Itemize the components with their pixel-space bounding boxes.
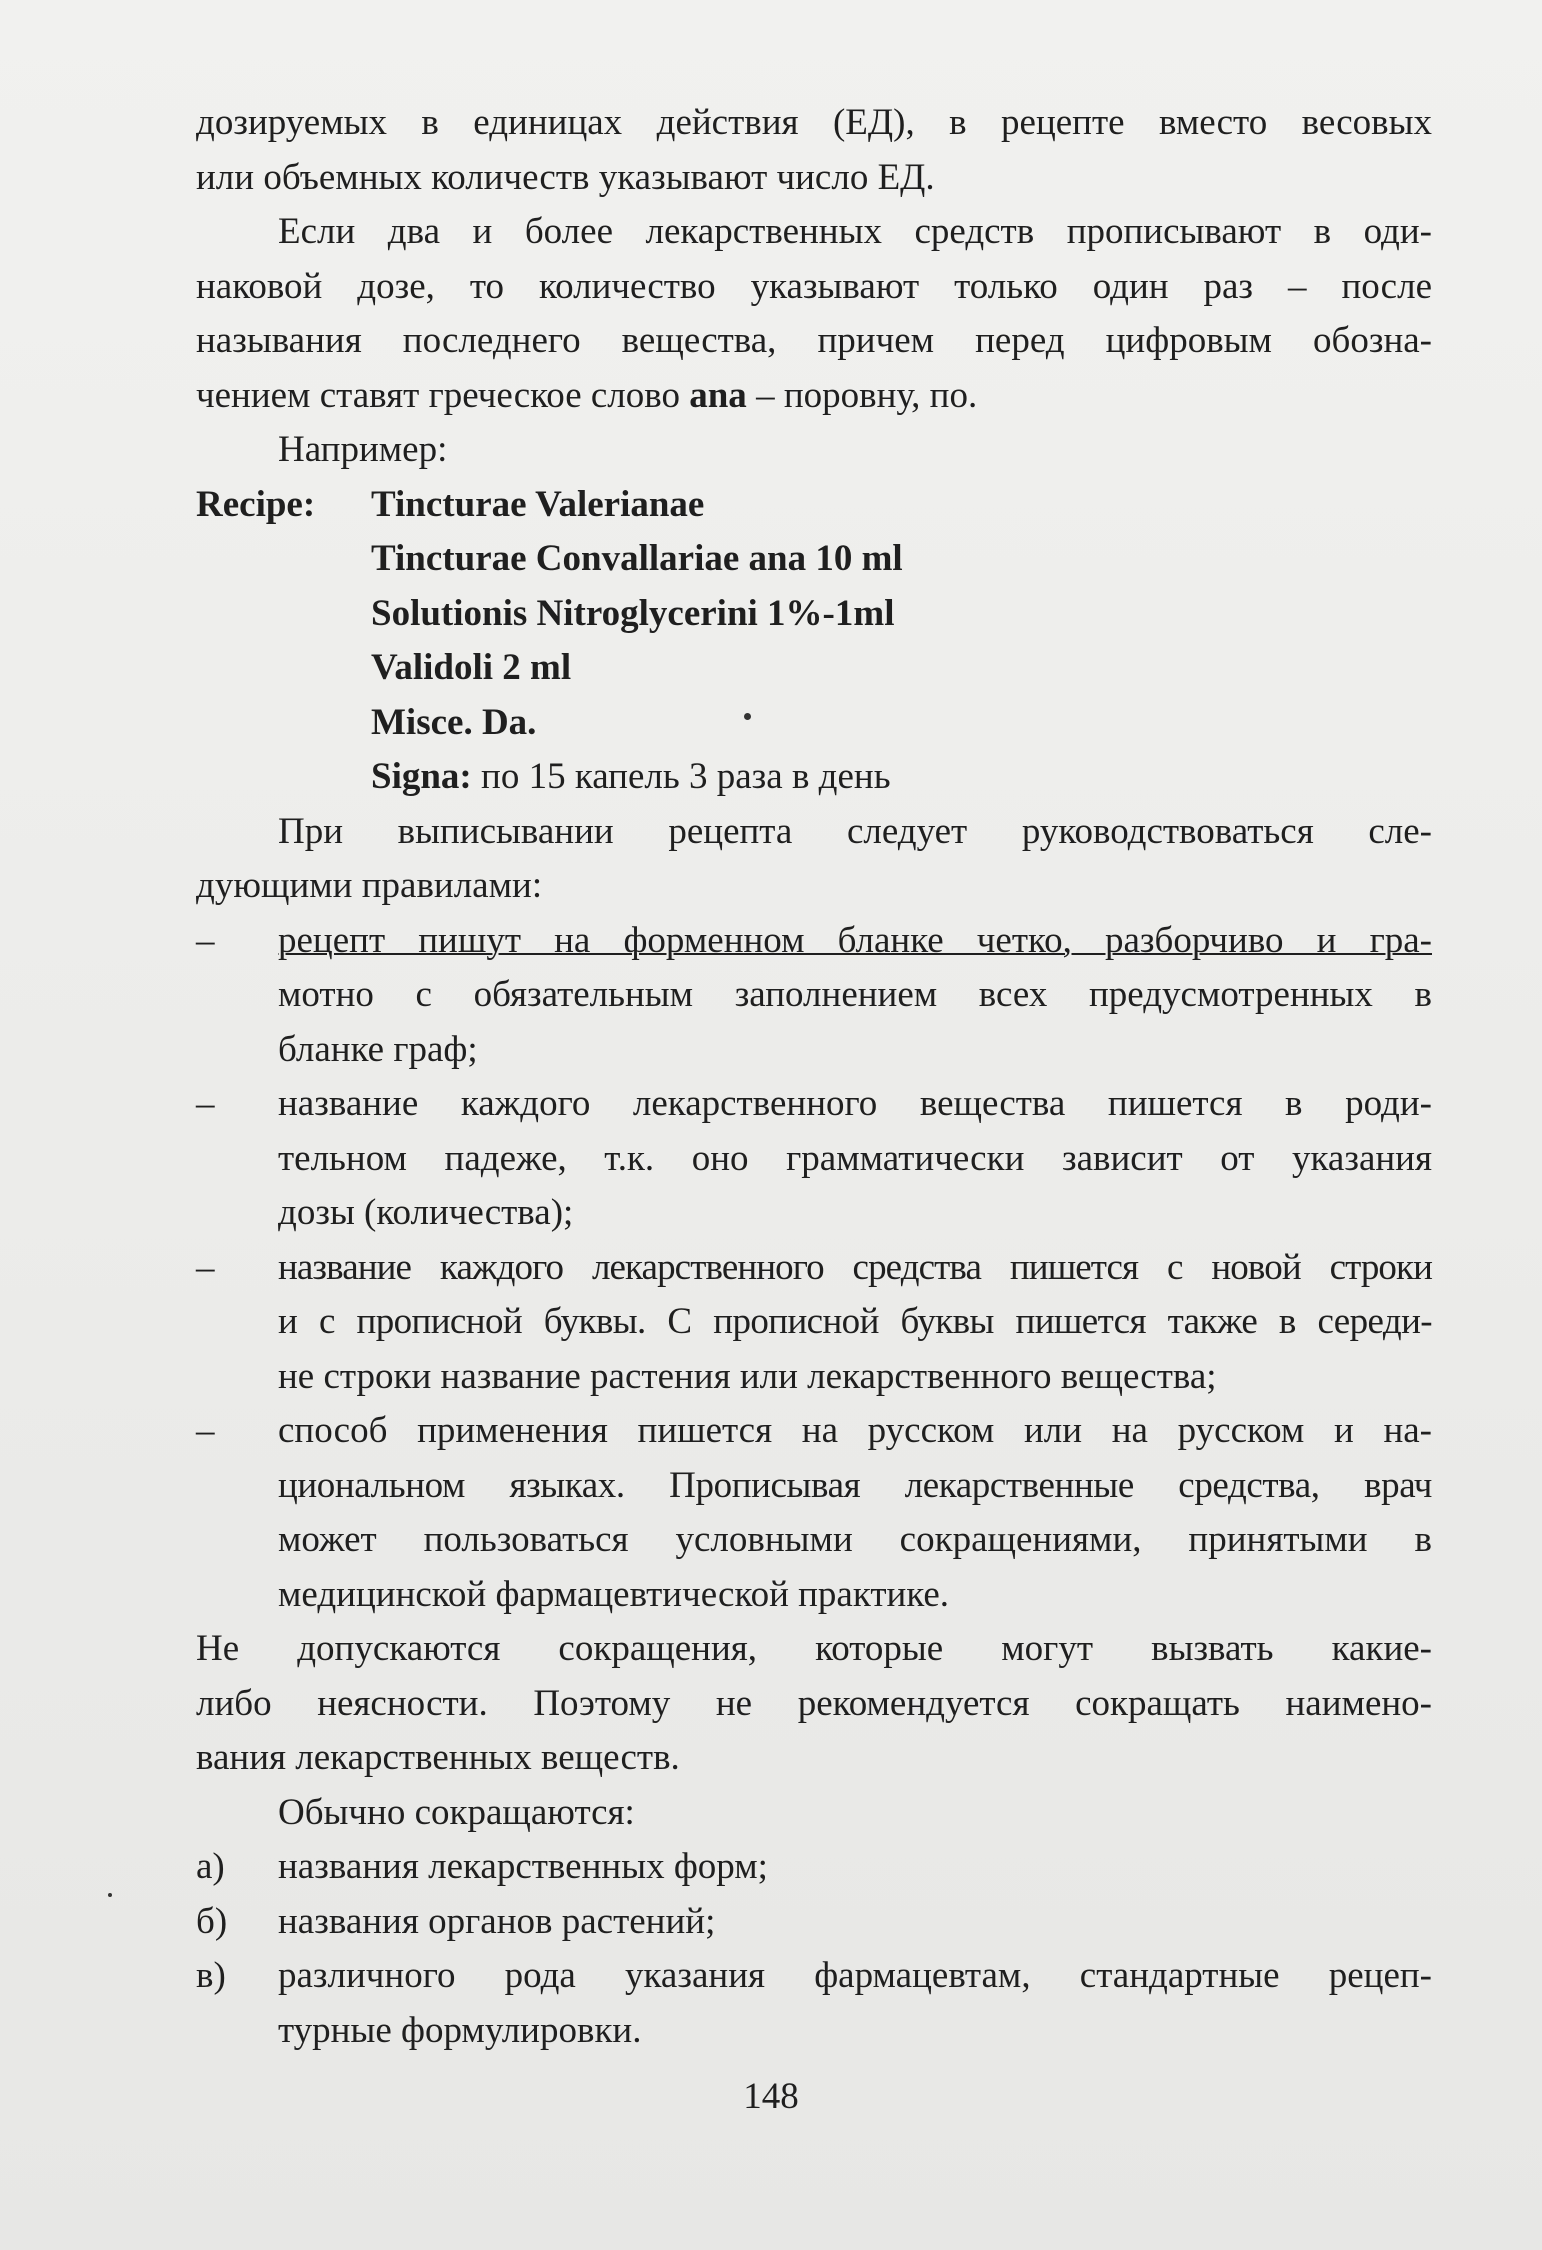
list-marker: в) — [196, 1955, 226, 1996]
recipe-signa — [196, 750, 1432, 805]
ink-speck — [108, 1893, 112, 1897]
rule-item — [196, 914, 1432, 1078]
text-line — [278, 914, 1432, 969]
text-line: Не допускаются сокращения, которые могут вызвать какие- — [196, 1628, 1432, 1669]
dash-marker: – — [196, 919, 215, 961]
text-line: тельном падеже, т.к. оно грамматически зависит от указания — [278, 1137, 1432, 1179]
body-text — [196, 96, 1432, 2058]
recipe-line: Tincturae Convallariae ana 10 ml — [371, 538, 903, 579]
text-line: вания лекарственных веществ. — [196, 1737, 680, 1778]
recipe-line: Validoli 2 ml — [371, 647, 572, 688]
text-line: мотно с обязательным заполнением всех предусмотренных в — [278, 974, 1432, 1015]
text-line: называния последнего вещества, причем перед цифровым обозна- — [196, 320, 1432, 361]
text-line: бланке граф; — [278, 1028, 478, 1070]
text-line: циональном языках. Прописывая лекарственные средства, врач — [278, 1464, 1432, 1506]
text-line: названия органов растений; — [278, 1900, 716, 1942]
text-line: название каждого лекарственного средства пишется с новой строки — [278, 1246, 1432, 1288]
text-line: названия лекарственных форм; — [278, 1846, 768, 1887]
abbrev-list-item — [196, 1949, 1432, 2058]
recipe-line: Solutionis Nitroglycerini 1%-1ml — [371, 592, 895, 634]
term-ana: ana — [689, 374, 747, 416]
text-fragment: чением ставят греческое слово — [196, 374, 690, 416]
signa-label: Signa: — [371, 756, 472, 797]
text-line: турные формулировки. — [278, 2009, 642, 2051]
recipe-label: Recipe: — [196, 483, 316, 525]
rule-item — [196, 1241, 1432, 1405]
dash-marker: – — [196, 1410, 215, 1451]
page-number: 148 — [743, 2076, 799, 2117]
text-line: название каждого лекарственного вещества пишется в роди- — [278, 1083, 1432, 1124]
text-line: дующими правилами: — [196, 865, 543, 906]
text-line: наковой дозе, то количество указывают только один раз – после — [196, 265, 1432, 307]
rule-item — [196, 1077, 1432, 1241]
text-line — [196, 369, 1432, 424]
text-line: либо неясности. Поэтому не рекомендуется сокращать наимено- — [196, 1682, 1432, 1724]
rule-item — [196, 1404, 1432, 1622]
recipe-line: Misce. Da. — [371, 701, 537, 743]
text-line: дозируемых в единицах действия (ЕД), в рецепте вместо весовых — [196, 102, 1432, 143]
dash-marker: – — [196, 1083, 215, 1124]
signa-text: по 15 капель 3 раза в день — [471, 756, 891, 797]
text-line: способ применения пишется на русском или на русском и на- — [278, 1410, 1432, 1451]
text-line: медицинской фармацевтической практике. — [278, 1573, 950, 1615]
recipe-block — [196, 478, 1432, 805]
list-marker: б) — [196, 1900, 228, 1942]
ink-speck — [744, 713, 751, 720]
recipe-line: Tincturae Valerianae — [371, 483, 705, 525]
bleed-through-text — [170, 170, 179, 212]
text-line: Если два и более лекарственных средств прописывают в оди- — [278, 211, 1432, 252]
text-line: не строки название растения или лекарственного вещества; — [278, 1355, 1217, 1397]
underlined-text: рецепт пишут на форменном бланке четко, разборчиво и гра- — [278, 919, 1432, 961]
text-line: и с прописной буквы. С прописной буквы пишется также в середи- — [278, 1301, 1432, 1342]
text-line: При выписывании рецепта следует руководствоваться сле- — [278, 810, 1432, 852]
abbrev-list-item — [196, 1895, 1432, 1950]
example-intro: Например: — [278, 429, 448, 470]
text-line: Обычно сокращаются: — [278, 1791, 635, 1833]
text-line: или объемных количеств указывают число ЕД. — [196, 156, 935, 198]
abbrev-list-item — [196, 1840, 1432, 1895]
dash-marker: – — [196, 1246, 215, 1288]
text-line: различного рода указания фармацевтам, стандартные рецеп- — [278, 1955, 1432, 1996]
text-line: дозы (количества); — [278, 1192, 574, 1233]
list-marker: а) — [196, 1846, 225, 1887]
text-fragment: – поровну, по. — [746, 374, 978, 416]
text-line: может пользоваться условными сокращениями, принятыми в — [278, 1519, 1432, 1560]
